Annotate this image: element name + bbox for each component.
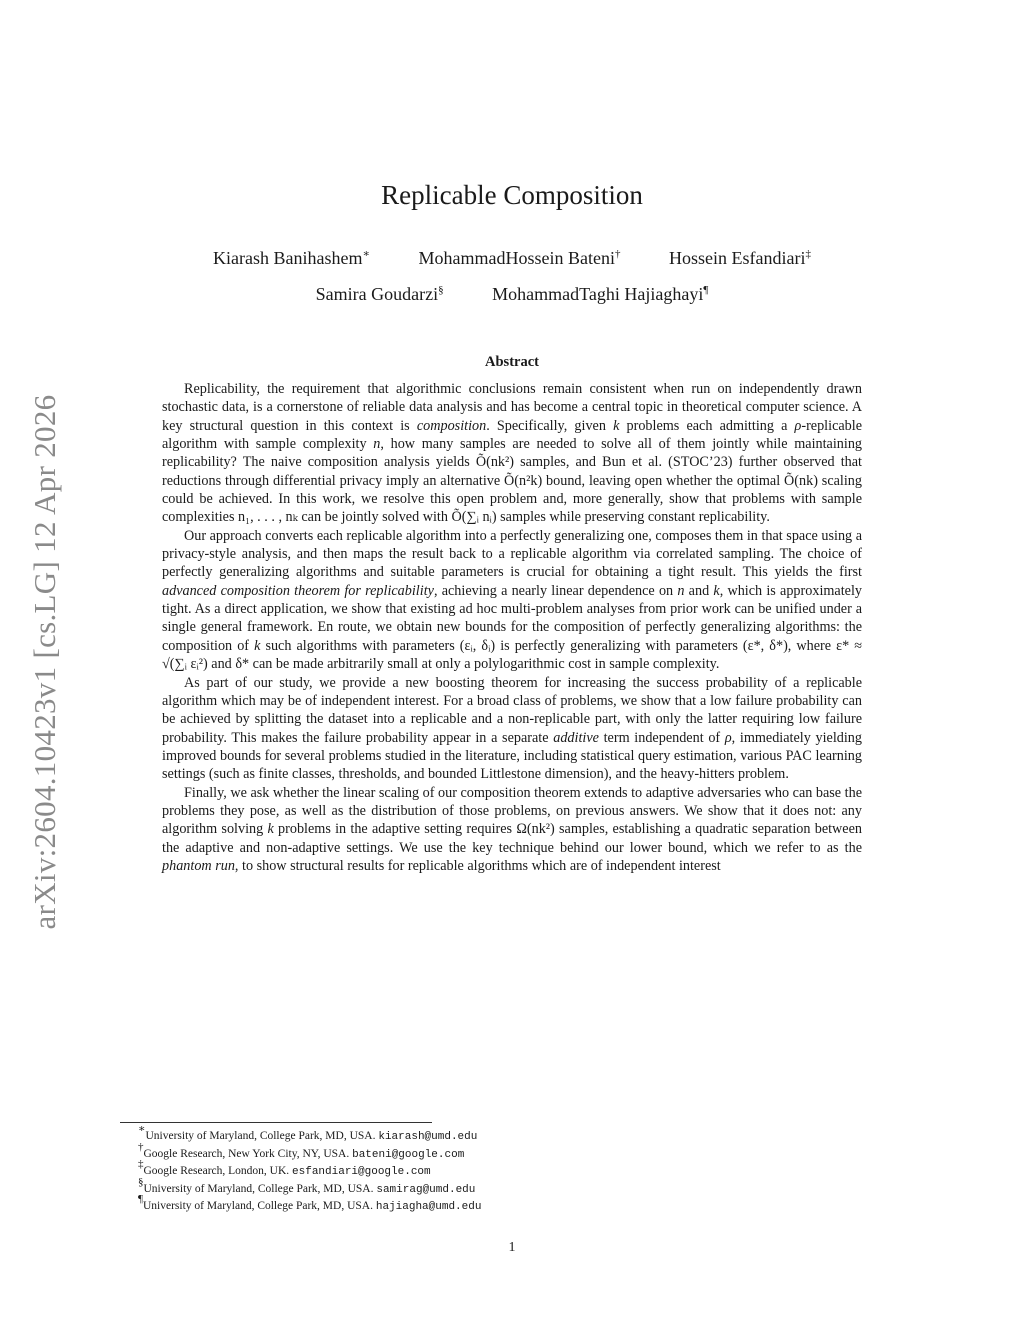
arxiv-identifier-stamp: arXiv:2604.10423v1 [cs.LG] 12 Apr 2026 <box>27 394 62 930</box>
abstract-paragraph <box>162 784 862 876</box>
emphasis-text: ρ <box>724 729 732 746</box>
footnote-email[interactable]: bateni@google.com <box>352 1148 465 1161</box>
footnote-mark: § <box>438 284 444 296</box>
footnote <box>138 1123 481 1146</box>
paragraph-text: such algorithms with parameters (εᵢ, δᵢ) is perfectly generalizing with parameters (ε*, δ*), where ε* ≈ √(∑ᵢ εᵢ²) and δ* can be made arbitrarily small at only a polylogarithmic cost in sample complexity. <box>162 637 862 673</box>
footnote-email[interactable]: samirag@umd.edu <box>376 1183 476 1196</box>
footnote <box>138 1158 481 1181</box>
footnote-mark: ∗ <box>362 248 370 260</box>
author <box>316 284 444 304</box>
author <box>419 248 621 268</box>
footnote <box>138 1193 482 1216</box>
footnote-affiliation: University of Maryland, College Park, MD, USA. <box>145 1130 379 1142</box>
footnote-rule <box>120 1122 432 1123</box>
abstract-paragraph <box>162 527 862 674</box>
paragraph-text: problems each admitting a <box>619 417 795 434</box>
footnote-mark: § <box>138 1175 144 1188</box>
abstract-body <box>162 380 862 875</box>
footnote-mark: † <box>138 1140 144 1153</box>
page-number: 1 <box>508 1240 516 1255</box>
emphasis-text: phantom run <box>162 857 235 874</box>
paragraph-text: , achieving a nearly linear dependence on <box>433 582 678 599</box>
emphasis-text: n <box>373 436 381 453</box>
author <box>492 284 708 304</box>
emphasis-text: additive <box>553 729 599 746</box>
abstract-heading: Abstract <box>485 354 539 370</box>
emphasis-text: k <box>713 582 720 599</box>
paragraph-text: problems in the adaptive setting requires Ω(nk²) samples, establishing a quadratic separation between the adaptive and non-adaptive settings. We use the key technique behind our lower bound, which we refer to as the <box>162 821 862 856</box>
footnote-affiliation: University of Maryland, College Park, MD, USA. <box>143 1182 377 1195</box>
paragraph-text: Replicability, the requirement that algorithmic conclusions remain consistent when run on independently drawn stochastic data, is a cornerstone of reliable data analysis and has become a central topic in theoretical computer science. A key structural question in this context is <box>162 381 862 434</box>
abstract-paragraph <box>162 674 862 784</box>
paragraph-text: term independent of <box>598 729 725 746</box>
paragraph-text: Finally, we ask whether the linear scaling of our composition theorem extends to adaptive adversaries who can base the problems they pose, as well as the distribution of those problems, on previous answers. We show that it does not: any algorithm solving <box>162 784 862 838</box>
footnote-affiliation: Google Research, London, UK. <box>143 1165 293 1177</box>
paragraph-text: , to show structural results for replicable algorithms which are of independent interest <box>234 857 721 874</box>
footnote-email[interactable]: esfandiari@google.com <box>292 1166 431 1178</box>
author-name: Kiarash Banihashem <box>213 248 363 268</box>
paragraph-text: , immediately yielding improved bounds for several problems studied in the literature, including statistical query estimation, various PAC learning settings (such as finite classes, thresholds, and bounded Littlestone dimension), and the heavy-hitters problem. <box>162 729 862 783</box>
footnote-email[interactable]: hajiagha@umd.edu <box>375 1201 482 1213</box>
paragraph-text: , how many samples are needed to solve all of them jointly while maintaining replicability? The naive composition analysis yields Õ(nk²) samples, and Bun et al. (STOC’23) further observed that reductions through differential privacy imply an alternative Õ(n²k) bound, leaving open whether the optimal Õ(nk) scaling could be achieved. In this work, we resolve this open problem and, more generally, show that problems with sample complexities n₁, . . . , nₖ can be jointly solved with Õ(∑ᵢ nᵢ) samples while preserving constant replicability. <box>162 436 863 526</box>
emphasis-text: composition <box>416 417 487 434</box>
emphasis-text: k <box>254 637 261 654</box>
author-name: Samira Goudarzi <box>315 284 439 304</box>
footnote-mark: ‡ <box>138 1158 144 1170</box>
footnote-mark: ‡ <box>805 248 811 260</box>
paragraph-text: , which is approximately tight. As a direct application, we show that existing ad hoc multi-problem analyses from prior work can be unified under a single general framework. En route, we obtain new bounds for the composition of perfectly generalizing algorithms: the composition of <box>162 582 862 654</box>
footnote-mark: ∗ <box>138 1123 146 1135</box>
paragraph-text: Our approach converts each replicable algorithm into a perfectly generalizing one, composes them in that space using a privacy-style analysis, and then maps the result back to a replicable algorithm via correlated sampling. The choice of perfectly generalizing algorithms and suitable parameters is crucial for obtaining a tight result. This yields the first <box>162 527 862 581</box>
emphasis-text: ρ <box>794 417 802 434</box>
paragraph-text: . Specifically, given <box>486 417 614 434</box>
paragraph-text: and <box>684 582 714 599</box>
emphasis-text: advanced composition theorem for replicability <box>162 582 434 599</box>
author <box>213 248 370 268</box>
footnote-mark: ¶ <box>703 284 709 296</box>
author-name: Hossein Esfandiari <box>668 248 806 268</box>
author-row-1 <box>0 248 1024 269</box>
paper-title: Replicable Composition <box>381 180 643 210</box>
emphasis-text: n <box>677 582 685 599</box>
paragraph-text: -replicable algorithm with sample complexity <box>162 417 862 453</box>
author-name: MohammadHossein Bateni <box>418 248 615 268</box>
footnotes <box>138 1123 482 1216</box>
paragraph-text: As part of our study, we provide a new boosting theorem for increasing the success probability of a replicable algorithm which may be of independent interest. For a broad class of problems, we show that a low failure probability can be achieved by splitting the dataset into a replicable and a non-replicable part, with only the latter requiring low failure probability. This makes the failure probability appear in a separate <box>162 674 862 746</box>
footnote <box>138 1140 481 1164</box>
footnote-email[interactable]: kiarash@umd.edu <box>378 1131 478 1143</box>
footnote-affiliation: University of Maryland, College Park, MD, USA. <box>142 1200 376 1212</box>
emphasis-text: k <box>267 821 274 838</box>
author <box>669 248 811 268</box>
author-row-2 <box>0 284 1024 305</box>
author-name: MohammadTaghi Hajiaghayi <box>492 284 704 304</box>
footnote-mark: ¶ <box>138 1193 143 1205</box>
emphasis-text: k <box>613 417 620 434</box>
footnote-mark: † <box>614 248 621 260</box>
abstract-paragraph <box>162 380 862 527</box>
footnote <box>138 1175 481 1199</box>
footnote-affiliation: Google Research, New York City, NY, USA. <box>143 1147 353 1160</box>
